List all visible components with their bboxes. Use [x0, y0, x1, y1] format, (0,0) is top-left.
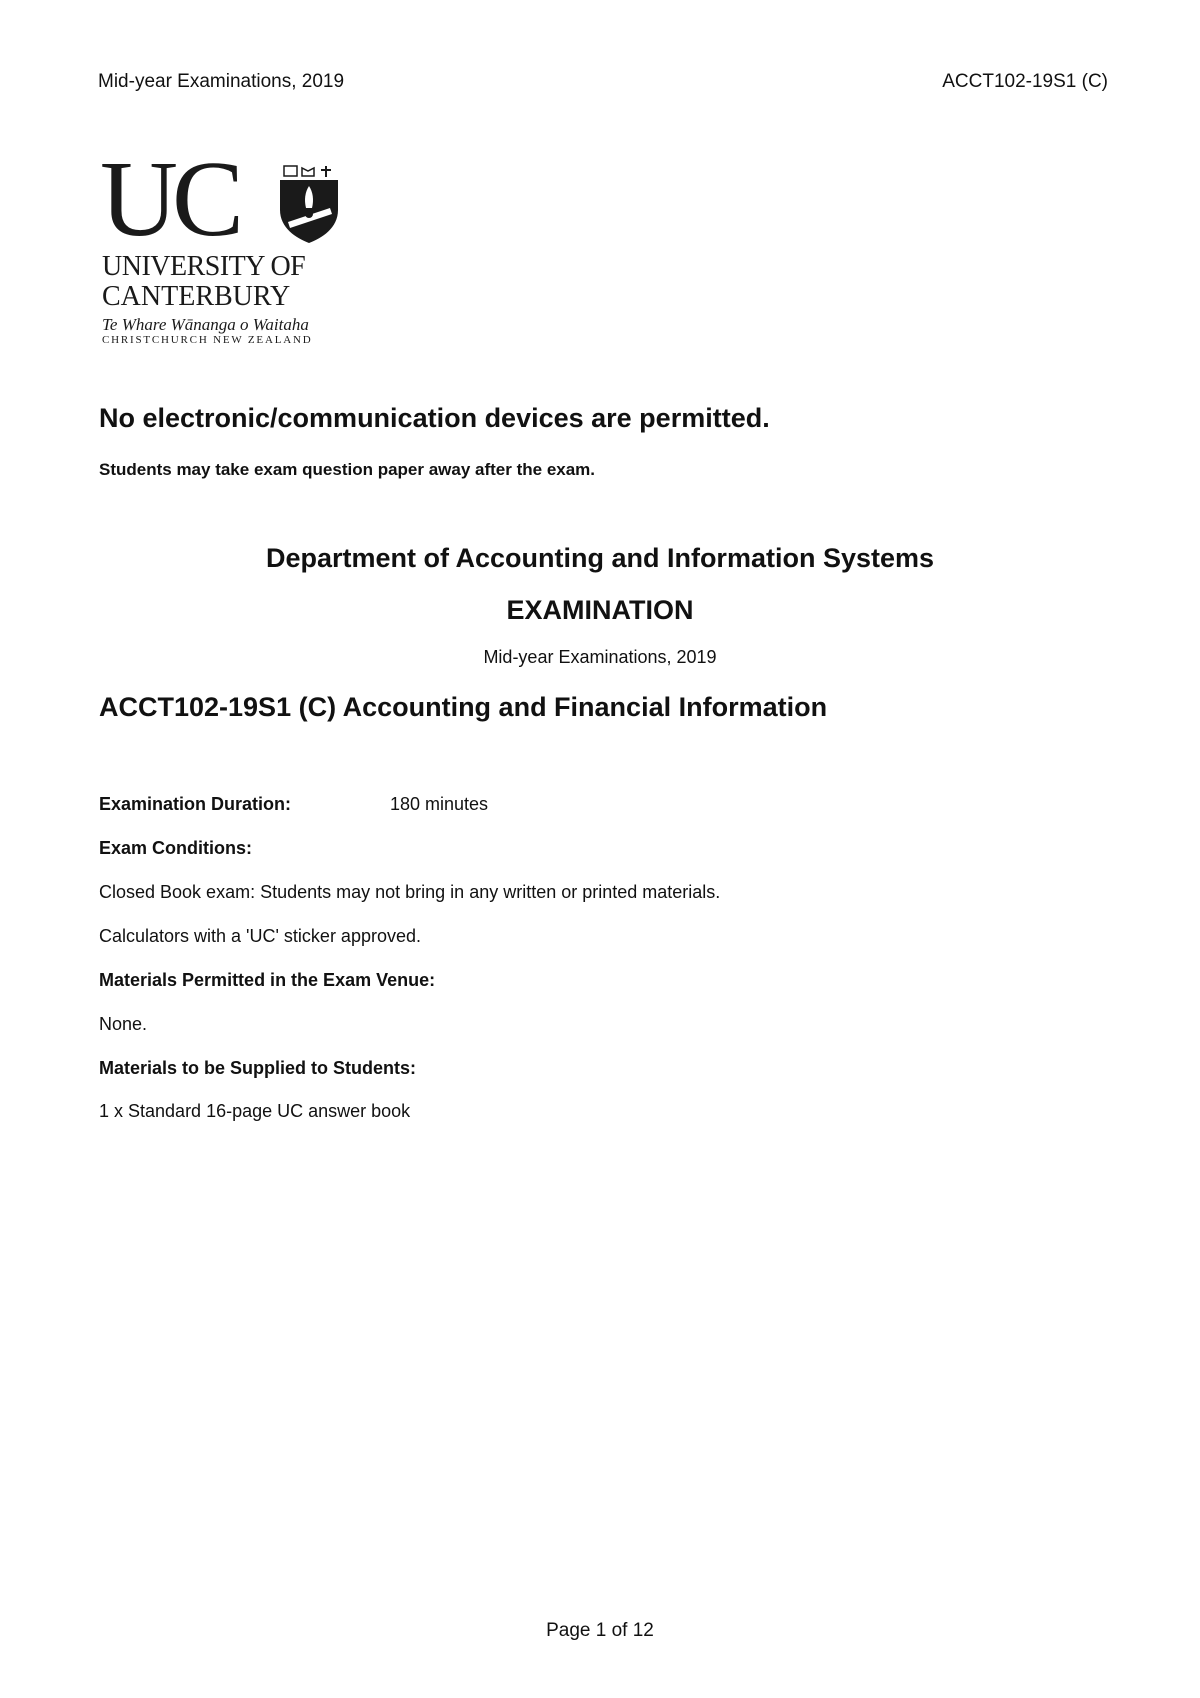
exam-session: Mid-year Examinations, 2019	[483, 647, 717, 667]
university-crest-icon	[278, 164, 340, 244]
logo-university-of: UNIVERSITY OF	[102, 251, 306, 282]
university-logo	[100, 140, 340, 348]
conditions-closed-book: Closed Book exam: Students may not bring in any written or printed materials.	[99, 882, 721, 902]
duration-value: 180 minutes	[390, 794, 489, 814]
page-number: Page 1 of 12	[546, 1620, 654, 1641]
device-notice-title: No electronic/communication devices are permitted.	[99, 403, 770, 433]
logo-maori-name: Te Whare Wānanga o Waitaha	[102, 315, 309, 334]
logo-location: CHRISTCHURCH NEW ZEALAND	[102, 334, 313, 346]
conditions-calculators: Calculators with a 'UC' sticker approved.	[99, 926, 421, 946]
supplied-materials-label: Materials to be Supplied to Students:	[99, 1058, 417, 1078]
header-session: Mid-year Examinations, 2019	[98, 71, 345, 92]
device-notice-subtitle: Students may take exam question paper away after the exam.	[99, 460, 596, 479]
duration-label: Examination Duration:	[99, 794, 292, 814]
permitted-materials-value: None.	[99, 1014, 148, 1034]
logo-canterbury: CANTERBURY	[102, 281, 291, 312]
header-course-code: ACCT102-19S1 (C)	[942, 71, 1108, 92]
running-header	[98, 71, 1108, 95]
logo-wordmark: UC	[100, 140, 239, 259]
examination-heading: EXAMINATION	[506, 595, 694, 625]
department-title: Department of Accounting and Information Systems	[265, 543, 935, 573]
supplied-materials-value: 1 x Standard 16-page UC answer book	[99, 1101, 411, 1121]
course-title: ACCT102-19S1 (C) Accounting and Financial Information	[99, 692, 828, 722]
permitted-materials-label: Materials Permitted in the Exam Venue:	[99, 970, 436, 990]
conditions-label: Exam Conditions:	[99, 838, 253, 858]
